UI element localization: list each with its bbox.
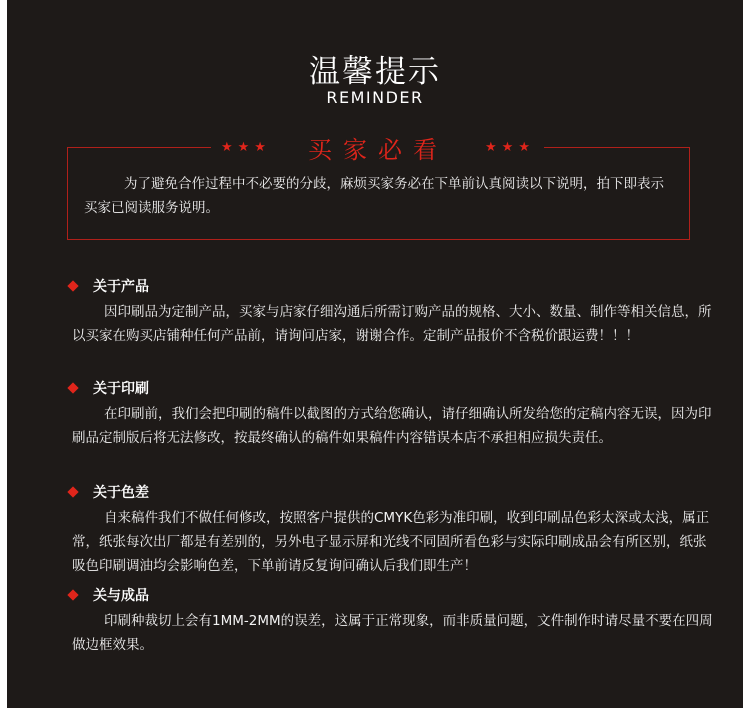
diamond-bullet-icon [67,589,78,600]
page-title: 温馨提示 [309,54,441,90]
page-subtitle: REMINDER [326,88,424,107]
section-title: 关于印刷 [93,381,149,397]
section-header [64,583,714,607]
section-product [64,274,714,348]
reminder-panel [7,0,743,708]
section-title: 关与成品 [93,588,149,604]
diamond-bullet-icon [67,486,78,497]
section-title: 关于产品 [93,279,149,295]
section-header [64,274,714,298]
section-color [64,480,714,578]
notice-text: 为了避免合作过程中不必要的分歧，麻烦买家务必在下单前认真阅读以下说明，拍下即表示买家已阅读服务说明。 [84,176,664,216]
section-title: 关于色差 [93,485,149,501]
diamond-bullet-icon [67,382,78,393]
star-icons-left: ★★★ [221,139,271,155]
section-body: 因印刷品为定制产品，买家与店家仔细沟通后所需订购产品的规格、大小、数量、制作等相关信息，所以买家在购买店铺种任何产品前，请询问店家，谢谢合作。定制产品报价不含税价跟运费！！！ [72,304,712,344]
diamond-bullet-icon [67,280,78,291]
star-icons-right: ★★★ [485,139,535,155]
notice-heading [221,130,535,164]
section-header [64,376,714,400]
section-printing [64,376,714,450]
notice-title: 买家必看 [308,135,448,164]
section-header [64,480,714,504]
section-finished [64,583,714,657]
section-body: 印刷种裁切上会有1MM-2MM的误差，这属于正常现象，而非质量问题，文件制作时请尽量不要在四周做边框效果。 [72,613,713,653]
section-body: 自来稿件我们不做任何修改，按照客户提供的CMYK色彩为准印刷，收到印刷品色彩太深或太浅，属正常，纸张每次出厂都是有差别的，另外电子显示屏和光线不同固所看色彩与实际印刷成品会有所区别，纸张吸色印刷调油均会影响色差，下单前请反复询问确认后我们即生产！ [72,510,710,574]
section-body: 在印刷前，我们会把印刷的稿件以截图的方式给您确认，请仔细确认所发给您的定稿内容无误，因为印刷品定制版后将无法修改，按最终确认的稿件如果稿件内容错误本店不承担相应损失责任。 [72,406,712,446]
